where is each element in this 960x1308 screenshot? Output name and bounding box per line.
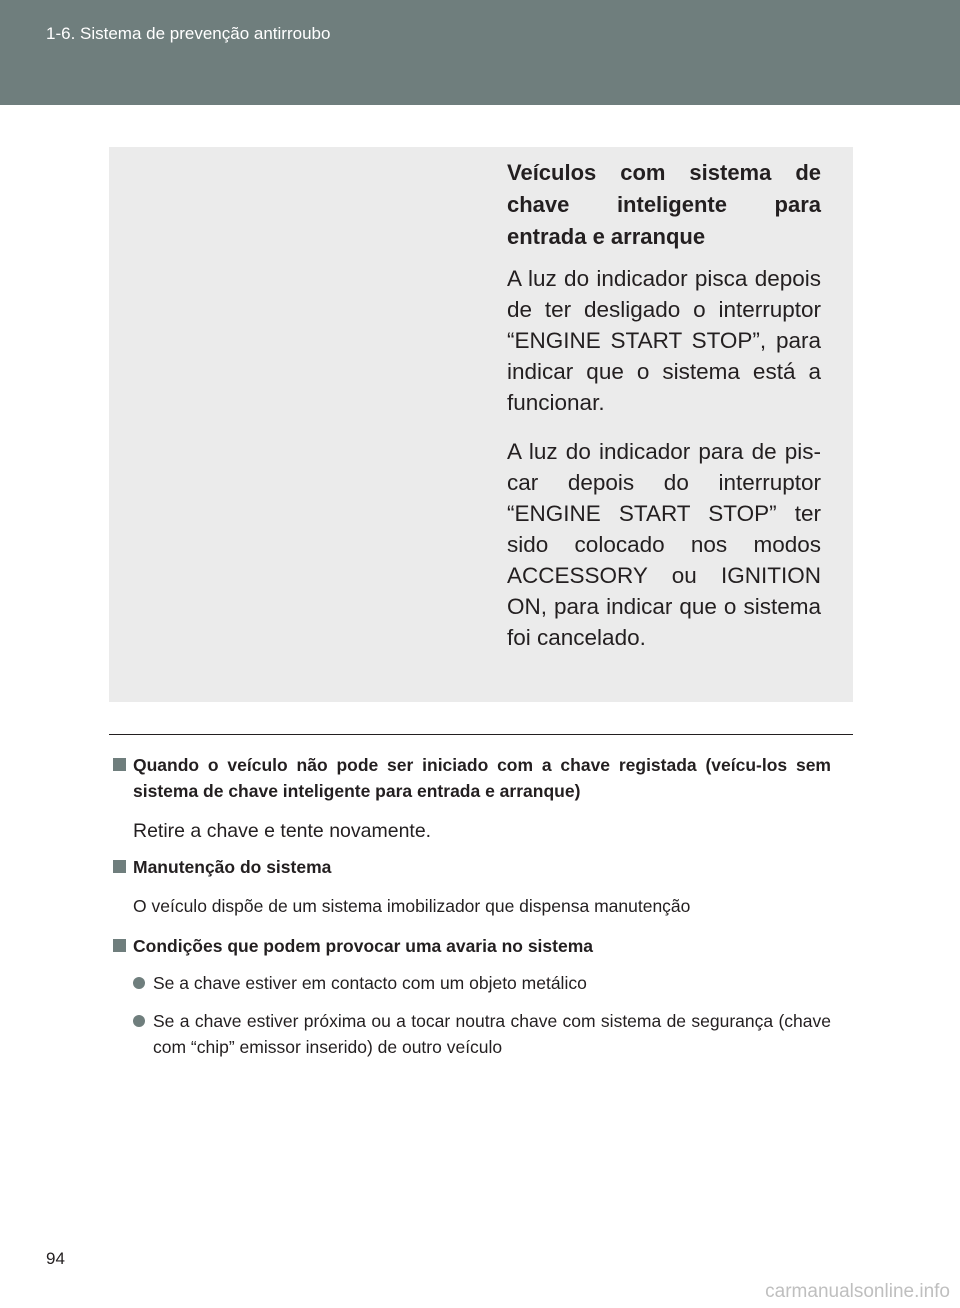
note-body: Retire a chave e tente novamente. bbox=[133, 820, 432, 842]
page-number: 94 bbox=[46, 1249, 65, 1268]
section-title: 1-6. Sistema de prevenção antirroubo bbox=[46, 24, 331, 43]
section-divider bbox=[109, 734, 853, 735]
notes-section bbox=[113, 752, 831, 1060]
round-bullet-icon bbox=[133, 1015, 145, 1027]
note-title: Condições que podem provocar uma avaria no sistema bbox=[133, 936, 593, 956]
info-box-heading: Veículos com sistema de chave inteligente para entrada e arranque bbox=[507, 160, 821, 249]
note-item bbox=[113, 752, 831, 844]
note-item bbox=[113, 933, 831, 1060]
note-title: Quando o veículo não pode ser iniciado com a chave registada (veícu-los sem sistema de chave inteligente para entrada e arranque) bbox=[133, 755, 831, 801]
note-title: Manutenção do sistema bbox=[133, 857, 332, 877]
round-bullet-icon bbox=[133, 977, 145, 989]
note-body: O veículo dispõe de um sistema imobilizador que dispensa manutenção bbox=[133, 896, 691, 916]
info-box-paragraph: A luz do indicador para de pis-car depois do interruptor “ENGINE START STOP” ter sido colocado nos modos ACCESSORY ou IGNITION ON, para indicar que o sistema foi cancelado. bbox=[507, 439, 821, 650]
info-box-paragraph: A luz do indicador pisca depois de ter desligado o interruptor “ENGINE START STOP”, para indicar que o sistema está a funcionar. bbox=[507, 266, 821, 415]
square-bullet-icon bbox=[113, 860, 126, 873]
info-box-content bbox=[507, 157, 821, 653]
header-band bbox=[0, 0, 960, 105]
square-bullet-icon bbox=[113, 758, 126, 771]
list-item: Se a chave estiver em contacto com um objeto metálico bbox=[113, 970, 831, 996]
note-item bbox=[113, 854, 831, 919]
info-box bbox=[109, 147, 853, 702]
list-item: Se a chave estiver próxima ou a tocar noutra chave com sistema de segurança (chave com “chip” emissor inserido) de outro veículo bbox=[113, 1008, 831, 1060]
watermark: carmanualsonline.info bbox=[765, 1281, 950, 1302]
square-bullet-icon bbox=[113, 939, 126, 952]
